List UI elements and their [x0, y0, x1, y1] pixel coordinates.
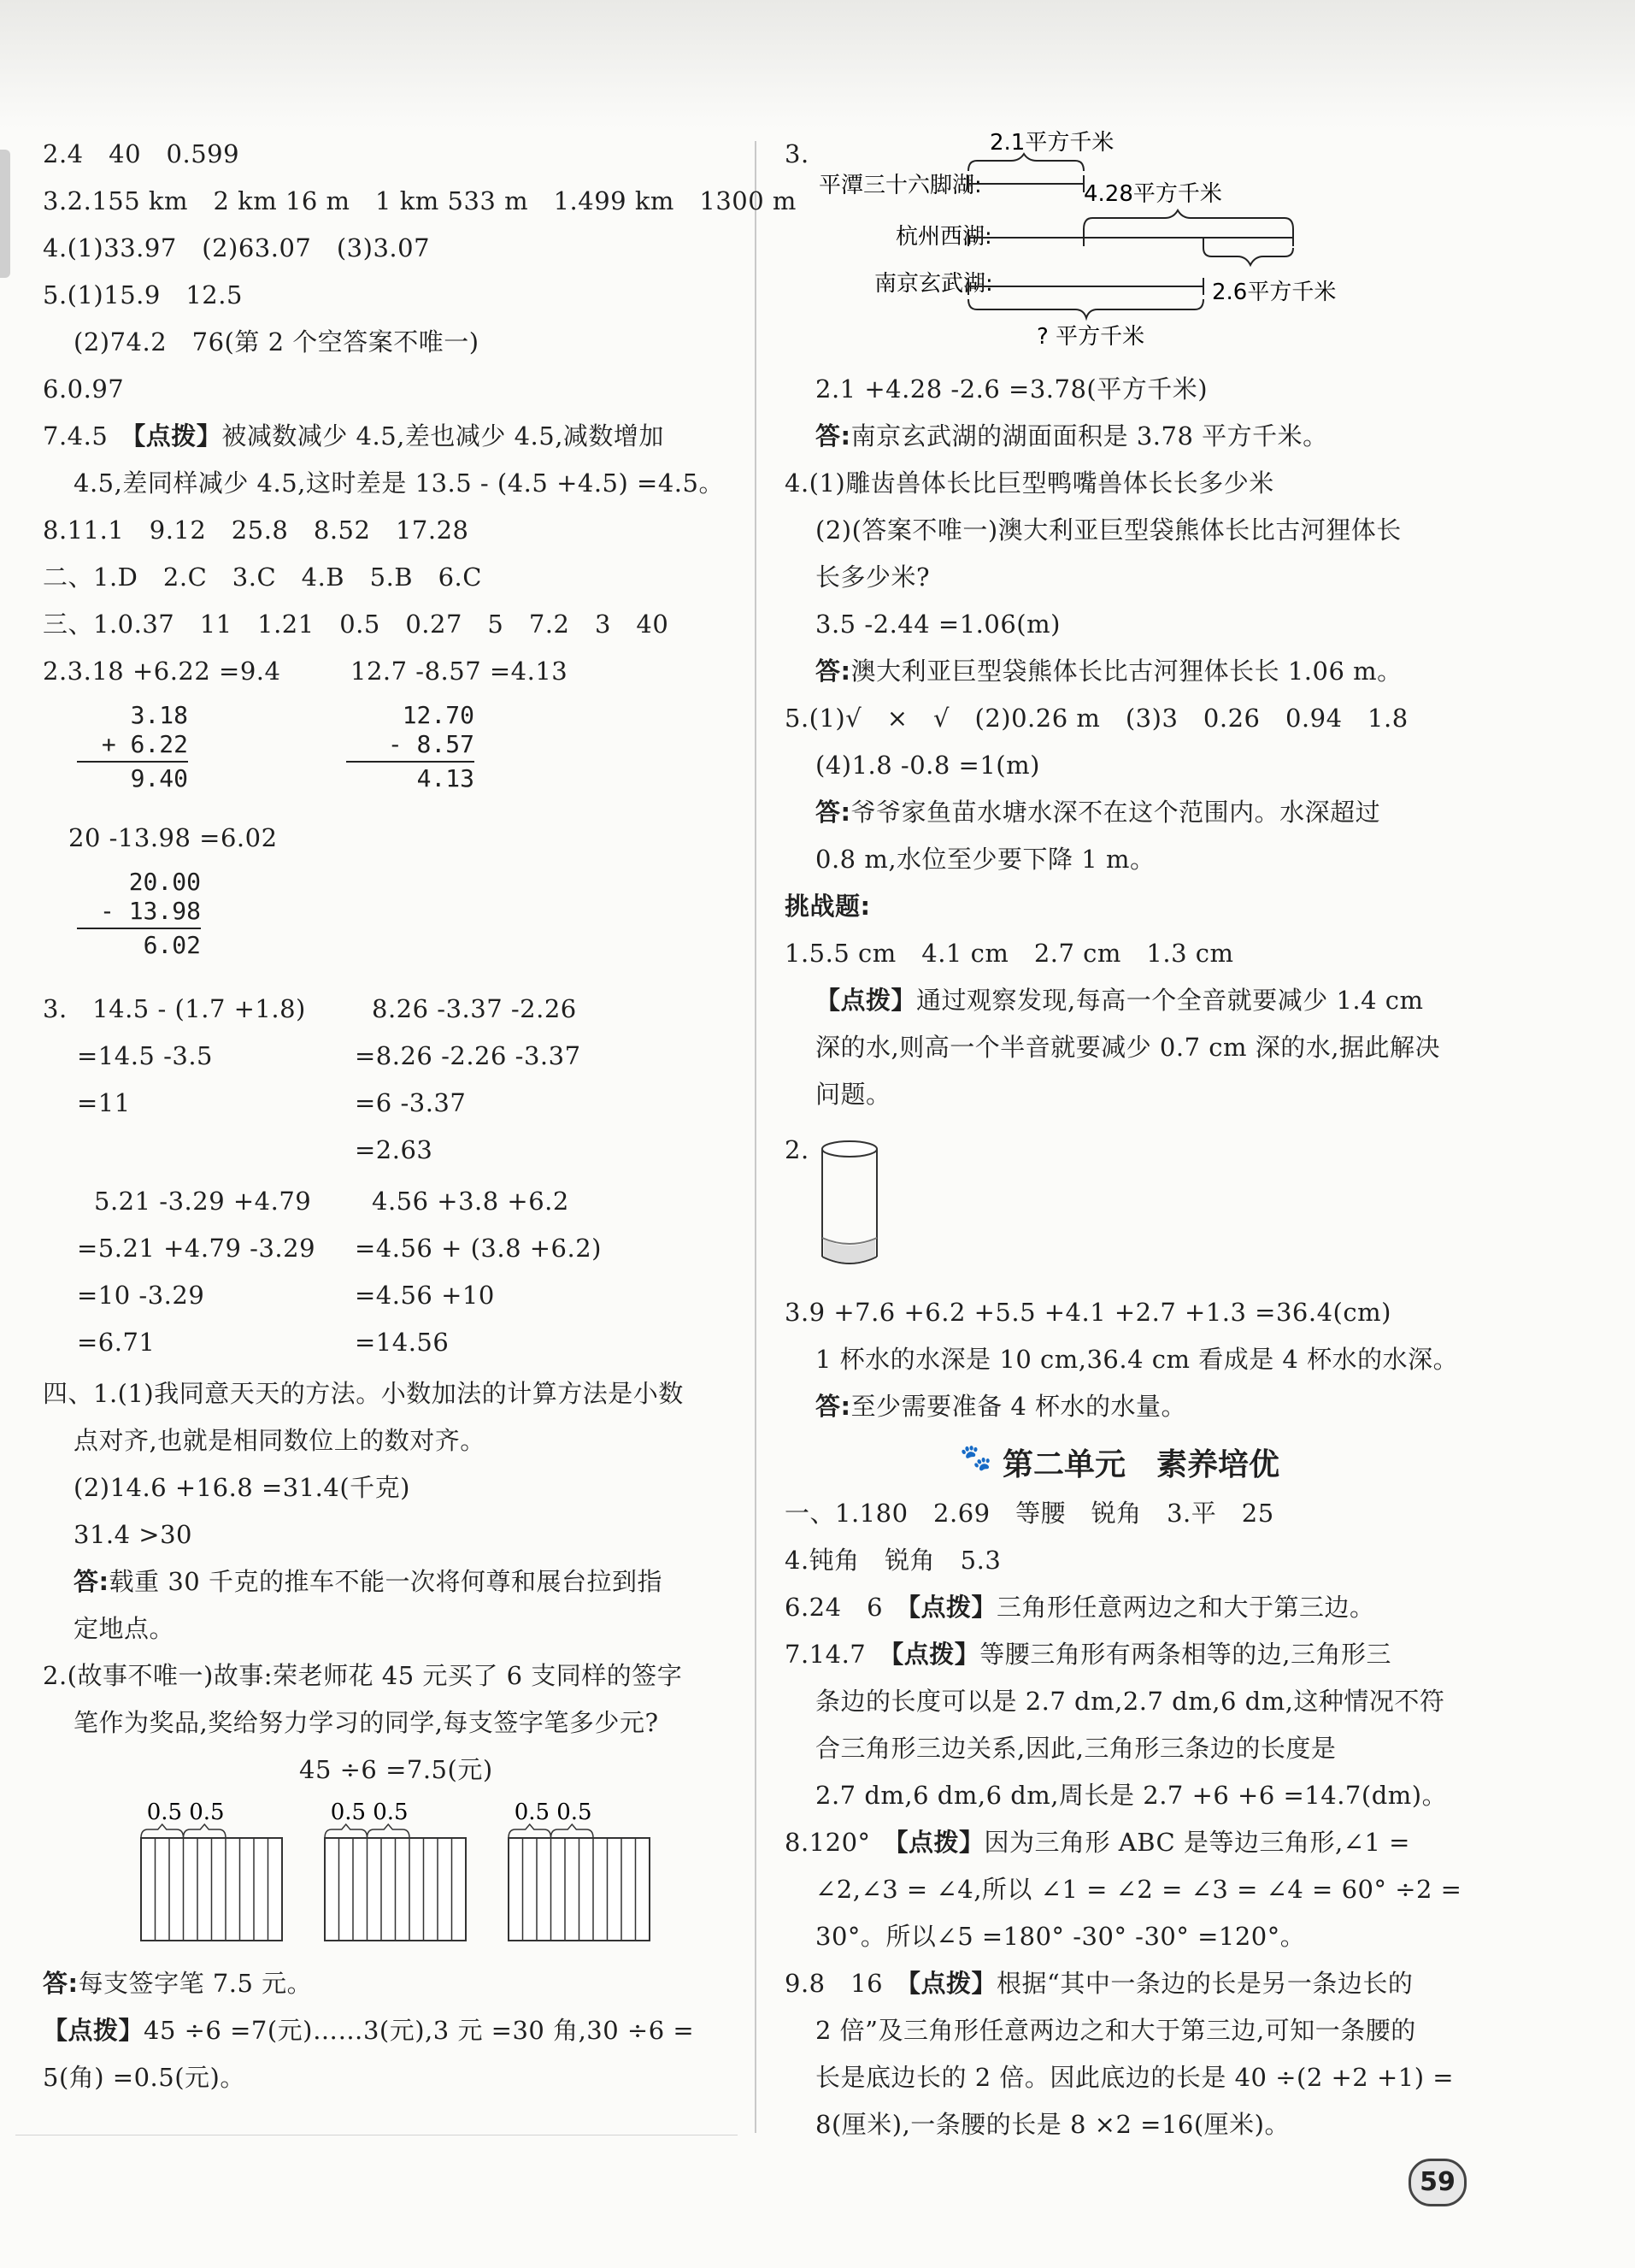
brace-label: 0.5 — [373, 1800, 409, 1825]
calc-step: 8.26 -3.37 -2.26 — [372, 994, 577, 1023]
page-number: 59 — [1409, 2159, 1467, 2206]
brace-label: 0.5 — [189, 1800, 225, 1825]
lake-label: 南京玄武湖: — [874, 271, 993, 297]
answer-line: 12.7 -8.57 =4.13 — [350, 657, 568, 686]
calc-step: =2.63 — [355, 1135, 433, 1164]
lake-label: 平潭三十六脚湖: — [819, 173, 982, 198]
lake-area-diagram — [819, 128, 1349, 368]
answer-line: 20 -13.98 =6.02 — [68, 823, 278, 852]
answer-line: 7.4.5 【点拨】被减数减少 4.5,差也减少 4.5,减数增加 — [43, 421, 664, 451]
answer-line: 定地点。 — [74, 1614, 175, 1643]
answer-line: 二、1.D 2.C 3.C 4.B 5.B 6.C — [43, 563, 482, 592]
answer-line: 0.8 m,水位至少要下降 1 m。 — [815, 845, 1156, 874]
calc-step: =4.56 +10 — [355, 1281, 495, 1310]
tip-label: 【点拨】 — [132, 421, 222, 451]
area-label: 2.6平方千米 — [1212, 280, 1337, 305]
answer-line: 【点拨】45 ÷6 =7(元)……3(元),3 元 =30 角,30 ÷6 = — [43, 2016, 695, 2045]
answer-line: 条边的长度可以是 2.7 dm,2.7 dm,6 dm,这种情况不符 — [815, 1687, 1445, 1716]
answer-line: 4.(1)雕齿兽体长比巨型鸭嘴兽体长长多少米 — [785, 468, 1274, 498]
cup-diagram — [817, 1137, 885, 1274]
answer-line: 长多少米? — [815, 563, 931, 592]
answer-line: 答:载重 30 千克的推车不能一次将何尊和展台拉到指 — [74, 1567, 662, 1596]
stripe-grid-diagram — [137, 1795, 718, 1958]
answer-line: ∠2,∠3 = ∠4,所以 ∠1 = ∠2 = ∠3 = ∠4 = 60° ÷2 = — [815, 1875, 1462, 1904]
answer-line: 一、1.180 2.69 等腰 锐角 3.平 25 — [785, 1499, 1274, 1528]
answer-line: 2.7 dm,6 dm,6 dm,周长是 2.7 +6 +6 =14.7(dm)。 — [815, 1781, 1448, 1810]
calc-step: =6.71 — [77, 1328, 156, 1357]
answer-line: 31.4 >30 — [74, 1520, 192, 1549]
calc-step: 5.21 -3.29 +4.79 — [94, 1187, 312, 1216]
vertical-addition: 3.18 + 6.22 9.40 — [77, 701, 188, 793]
answer-line: 30°。所以∠5 =180° -30° -30° =120°。 — [815, 1922, 1306, 1951]
answer-line: 答:澳大利亚巨型袋熊体长比古河狸体长长 1.06 m。 — [815, 657, 1403, 686]
answer-line: 合三角形三边关系,因此,三角形三条边的长度是 — [815, 1734, 1337, 1763]
calc-step: =14.56 — [355, 1328, 450, 1357]
answer-line: 长是底边长的 2 倍。因此底边的长是 40 ÷(2 +2 +1) = — [815, 2063, 1455, 2092]
brace — [509, 1824, 551, 1838]
tip-label: 【点拨】 — [896, 1828, 985, 1857]
lake-label: 杭州西湖: — [896, 224, 992, 250]
answer-line: 4.5,差同样减少 4.5,这时差是 13.5 - (4.5 +4.5) =4.5。 — [74, 468, 724, 498]
calc-step: =5.21 +4.79 -3.29 — [77, 1234, 316, 1263]
brace-label: 0.5 — [146, 1800, 183, 1825]
page-top-shade — [0, 0, 1635, 128]
challenge-heading: 挑战题: — [785, 892, 871, 921]
answer-line: 答:至少需要准备 4 杯水的水量。 — [815, 1392, 1186, 1421]
answer-line: 2.(故事不唯一)故事:荣老师花 45 元买了 6 支同样的签字 — [43, 1661, 683, 1690]
answer-label: 答: — [43, 1969, 79, 1998]
answer-line: 笔作为奖品,奖给努力学习的同学,每支签字笔多少元? — [74, 1708, 659, 1737]
answer-line: 9.8 16 【点拨】根据“其中一条边的长是另一条边长的 — [785, 1969, 1414, 1998]
answer-line: 三、1.0.37 11 1.21 0.5 0.27 5 7.2 3 40 — [43, 610, 669, 639]
answer-line: 2.4 40 0.599 — [43, 139, 240, 168]
calc-step: 3. 14.5 - (1.7 +1.8) — [43, 994, 306, 1023]
tip-label: 【点拨】 — [908, 1969, 997, 1998]
answer-line: 3.9 +7.6 +6.2 +5.5 +4.1 +2.7 +1.3 =36.4(cm) — [785, 1298, 1391, 1327]
answer-line: 6.24 6 【点拨】三角形任意两边之和大于第三边。 — [785, 1593, 1375, 1622]
brace-label: 0.5 — [514, 1800, 550, 1825]
answer-line: 3.5 -2.44 =1.06(m) — [815, 610, 1061, 639]
answer-line: (2)14.6 +16.8 =31.4(千克) — [74, 1473, 410, 1502]
answer-label: 答: — [74, 1567, 109, 1596]
answer-line: 2 倍”及三角形任意两边之和大于第三边,可知一条腰的 — [815, 2016, 1416, 2045]
answer-line: 8.11.1 9.12 25.8 8.52 17.28 — [43, 515, 469, 545]
brace-label: 0.5 — [556, 1800, 592, 1825]
answer-line: 7.14.7 【点拨】等腰三角形有两条相等的边,三角形三 — [785, 1640, 1391, 1669]
answer-line: 点对齐,也就是相同数位上的数对齐。 — [74, 1426, 485, 1455]
vertical-subtraction: 20.00 - 13.98 6.02 — [77, 868, 201, 960]
answer-line: 【点拨】通过观察发现,每高一个全音就要减少 1.4 cm — [815, 986, 1424, 1015]
answer-line: 1 杯水的水深是 10 cm,36.4 cm 看成是 4 杯水的水深。 — [815, 1345, 1459, 1374]
answer-line: 8.120° 【点拨】因为三角形 ABC 是等边三角形,∠1 = — [785, 1828, 1410, 1857]
answer-label: 答: — [815, 1392, 851, 1421]
answer-line: 2.3.18 +6.22 =9.4 — [43, 657, 281, 686]
answer-line: 2. — [785, 1135, 809, 1164]
answer-line: 3.2.155 km 2 km 16 m 1 km 533 m 1.499 km 1300 m — [43, 186, 797, 215]
tip-label: 【点拨】 — [43, 2016, 144, 2045]
answer-line: 2.1 +4.28 -2.6 =3.78(平方千米) — [815, 374, 1209, 404]
side-tab — [0, 150, 10, 278]
answer-line: 6.0.97 — [43, 374, 125, 404]
tip-label: 【点拨】 — [891, 1640, 980, 1669]
answer-line: 5(角) =0.5(元)。 — [43, 2063, 245, 2092]
vertical-subtraction: 12.70 - 8.57 4.13 — [346, 701, 474, 793]
column-divider — [755, 141, 756, 2133]
calc-step: =11 — [77, 1088, 131, 1117]
brace — [141, 1824, 184, 1838]
answer-line: 答:每支签字笔 7.5 元。 — [43, 1969, 313, 1998]
answer-line: 深的水,则高一个半音就要减少 0.7 cm 深的水,据此解决 — [815, 1033, 1440, 1062]
answer-line: 5.(1)√ × √ (2)0.26 m (3)3 0.26 0.94 1.8 — [785, 704, 1409, 733]
answer-line: 1.5.5 cm 4.1 cm 2.7 cm 1.3 cm — [785, 939, 1234, 968]
brace — [325, 1824, 368, 1838]
answer-line: 5.(1)15.9 12.5 — [43, 280, 243, 309]
paw-icon: 🐾 — [960, 1443, 992, 1473]
tip-label: 【点拨】 — [908, 1593, 997, 1622]
section-title: 第二单元 素养培优 — [1003, 1447, 1280, 1482]
brace — [551, 1824, 594, 1838]
answer-label: 答: — [815, 421, 851, 451]
answer-label: 答: — [815, 657, 851, 686]
area-label: 4.28平方千米 — [1084, 181, 1222, 207]
answer-line: 问题。 — [815, 1080, 891, 1109]
calc-step: 4.56 +3.8 +6.2 — [372, 1187, 569, 1216]
answer-line: 答:南京玄武湖的湖面面积是 3.78 平方千米。 — [815, 421, 1328, 451]
answer-line: 四、1.(1)我同意天天的方法。小数加法的计算方法是小数 — [43, 1379, 684, 1408]
calc-step: =6 -3.37 — [355, 1088, 467, 1117]
calc-step: =10 -3.29 — [77, 1281, 205, 1310]
answer-line: (2)74.2 76(第 2 个空答案不唯一) — [74, 327, 479, 356]
tip-label: 【点拨】 — [815, 986, 917, 1015]
answer-line: (2)(答案不唯一)澳大利亚巨型袋熊体长比古河狸体长 — [815, 515, 1402, 545]
answer-line: 3. — [785, 139, 809, 168]
calc-step: =14.5 -3.5 — [77, 1041, 214, 1070]
calc-step: =8.26 -2.26 -3.37 — [355, 1041, 581, 1070]
answer-line: (4)1.8 -0.8 =1(m) — [815, 751, 1040, 780]
calc-step: =4.56 + (3.8 +6.2) — [355, 1234, 602, 1263]
brace-label: 0.5 — [330, 1800, 367, 1825]
brace — [368, 1824, 410, 1838]
area-label: 2.1平方千米 — [990, 130, 1115, 156]
answer-line: 答:爷爷家鱼苗水塘水深不在这个范围内。水深超过 — [815, 798, 1381, 827]
answer-line: 8(厘米),一条腰的长是 8 ×2 =16(厘米)。 — [815, 2110, 1290, 2139]
answer-line: 4.钝角 锐角 5.3 — [785, 1546, 1002, 1575]
area-label: ? 平方千米 — [1037, 324, 1145, 350]
brace — [184, 1824, 226, 1838]
answer-line: 4.(1)33.97 (2)63.07 (3)3.07 — [43, 233, 431, 262]
answer-label: 答: — [815, 798, 851, 827]
answer-line: 45 ÷6 =7.5(元) — [299, 1755, 493, 1784]
